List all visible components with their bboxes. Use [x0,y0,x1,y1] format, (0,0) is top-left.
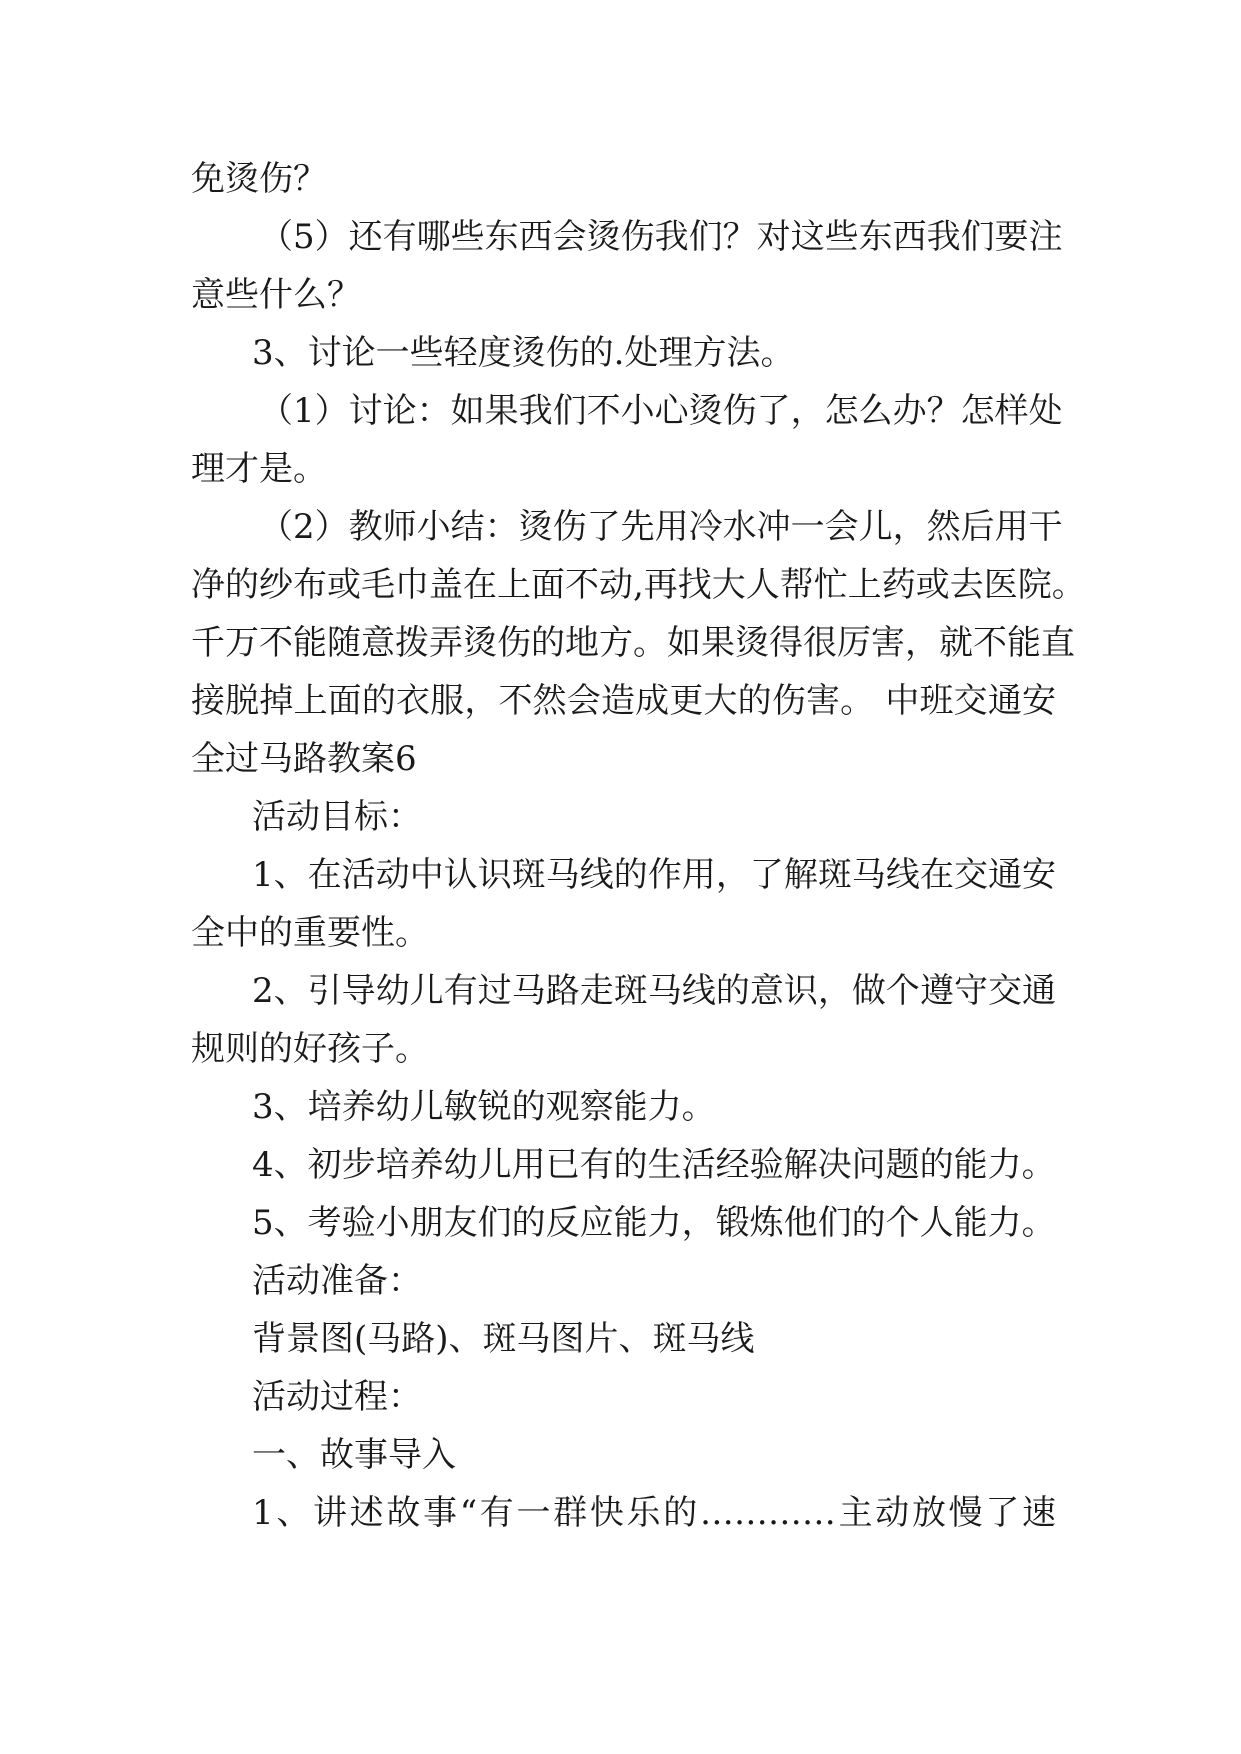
paragraph-line: 理才是。 [191,449,327,489]
paragraph-line: （2）教师小结：烫伤了先用冷水冲一会儿，然后用干 [259,507,1063,547]
section-heading: 3、讨论一些轻度烫伤的.处理方法。 [252,333,795,373]
paragraph-line: 全中的重要性。 [191,913,429,953]
section-heading: 一、故事导入 [252,1435,456,1475]
section-heading: 活动目标： [252,797,422,837]
paragraph-line: （1）讨论：如果我们不小心烫伤了，怎么办？怎样处 [259,391,1063,431]
paragraph-line: 规则的好孩子。 [191,1029,429,1069]
section-heading: 活动准备： [252,1261,422,1301]
paragraph-line: （5）还有哪些东西会烫伤我们？对这些东西我们要注 [259,217,1063,257]
paragraph-line: 全过马路教案6 [191,739,417,779]
paragraph-line: 意些什么？ [191,275,361,315]
list-item: 3、培养幼儿敏锐的观察能力。 [252,1087,716,1127]
list-item: 4、初步培养幼儿用已有的生活经验解决问题的能力。 [252,1145,1056,1185]
document-body [191,150,1086,1542]
paragraph-line: 千万不能随意拨弄烫伤的地方。如果烫得很厉害，就不能直 [191,623,1075,663]
paragraph-line: 背景图(马路)、斑马图片、斑马线 [252,1319,755,1359]
paragraph-line: 净的纱布或毛巾盖在上面不动,再找大人帮忙上药或去医院。 [191,565,1086,605]
list-item: 1、讲述故事“有一群快乐的…………主动放慢了速 [252,1493,1056,1533]
list-item: 2、引导幼儿有过马路走斑马线的意识，做个遵守交通 [252,971,1056,1011]
paragraph-line: 接脱掉上面的衣服，不然会造成更大的伤害。 中班交通安 [191,681,1056,721]
list-item: 1、在活动中认识斑马线的作用，了解斑马线在交通安 [252,855,1056,895]
paragraph-line: 免烫伤？ [191,159,327,199]
list-item: 5、考验小朋友们的反应能力，锻炼他们的个人能力。 [252,1203,1056,1243]
section-heading: 活动过程： [252,1377,422,1417]
